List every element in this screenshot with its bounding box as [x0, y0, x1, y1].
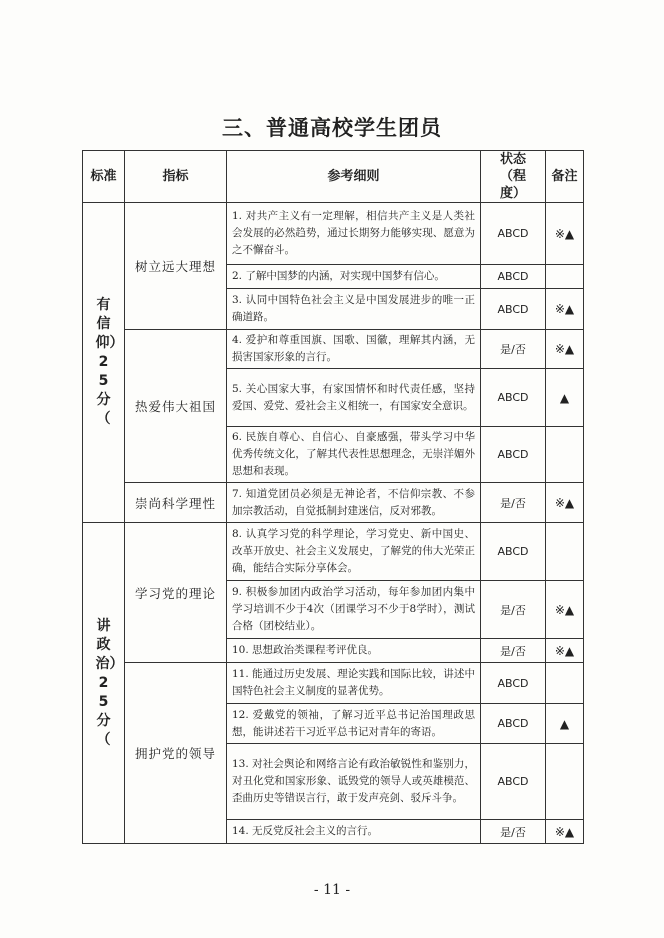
header-standard: 标准 [83, 151, 125, 203]
indicator-cell: 热爱伟大祖国 [125, 330, 227, 483]
status-cell: ABCD [481, 203, 546, 265]
detail-cell: 4. 爱护和尊重国旗、国歌、国徽，理解其内涵，无损害国家形象的言行。 [227, 330, 481, 369]
standard-label: 讲政治）25分（ [95, 617, 124, 748]
remark-cell: ※▲ [546, 330, 584, 369]
header-status-label: 状态（程度） [499, 152, 526, 201]
detail-cell: 14. 无反党反社会主义的言行。 [227, 820, 481, 844]
remark-cell [546, 265, 584, 289]
status-cell: ABCD [481, 427, 546, 483]
remark-cell: ※▲ [546, 289, 584, 330]
header-details: 参考细则 [227, 151, 481, 203]
status-cell: 是/否 [481, 581, 546, 639]
detail-cell: 12. 爱戴党的领袖，了解习近平总书记治国理政思想，能讲述若干习近平总书记对青年的寄语。 [227, 704, 481, 744]
status-cell: ABCD [481, 369, 546, 427]
remark-cell: ▲ [546, 369, 584, 427]
remark-cell: ※▲ [546, 203, 584, 265]
standard-cell [83, 203, 125, 523]
table-row [83, 523, 584, 581]
status-cell: 是/否 [481, 483, 546, 523]
page-number: - 11 - [313, 882, 351, 898]
status-cell: ABCD [481, 289, 546, 330]
detail-cell: 5. 关心国家大事，有家国情怀和时代责任感，坚持爱国、爱党、爱社会主义相统一，有国家安全意识。 [227, 369, 481, 427]
detail-cell: 13. 对社会舆论和网络言论有政治敏锐性和鉴别力，对丑化党和国家形象、诋毁党的领导人或英雄模范、歪曲历史等错误言行，敢于发声亮剑、驳斥斗争。 [227, 744, 481, 820]
table-header-row [83, 151, 584, 203]
status-cell: 是/否 [481, 820, 546, 844]
standard-cell [83, 523, 125, 844]
table-row [83, 663, 584, 704]
section-title: 三、普通高校学生团员 [222, 116, 442, 140]
remark-cell [546, 523, 584, 581]
remark-cell [546, 663, 584, 704]
indicator-cell: 拥护党的领导 [125, 663, 227, 844]
remark-cell: ※▲ [546, 581, 584, 639]
remark-cell: ※▲ [546, 639, 584, 663]
detail-cell: 3. 认同中国特色社会主义是中国发展进步的唯一正确道路。 [227, 289, 481, 330]
standard-label: 有信仰）25分（ [95, 297, 124, 427]
detail-cell: 1. 对共产主义有一定理解，相信共产主义是人类社会发展的必然趋势，通过长期努力能够实现、愿意为之不懈奋斗。 [227, 203, 481, 265]
status-cell: 是/否 [481, 330, 546, 369]
evaluation-table [82, 150, 584, 844]
header-remark: 备注 [546, 151, 584, 203]
detail-cell: 2. 了解中国梦的内涵，对实现中国梦有信心。 [227, 265, 481, 289]
remark-cell: ▲ [546, 704, 584, 744]
status-cell: ABCD [481, 265, 546, 289]
detail-cell: 6. 民族自尊心、自信心、自豪感强，带头学习中华优秀传统文化，了解其代表性思想理念，无崇洋媚外思想和表现。 [227, 427, 481, 483]
remark-cell [546, 744, 584, 820]
detail-cell: 9. 积极参加团内政治学习活动，每年参加团内集中学习培训不少于4次（团课学习不少于8学时），测试合格（团校结业）。 [227, 581, 481, 639]
detail-cell: 7. 知道党团员必须是无神论者，不信仰宗教、不参加宗教活动，自觉抵制封建迷信，反对邪教。 [227, 483, 481, 523]
indicator-cell: 学习党的理论 [125, 523, 227, 663]
status-cell: ABCD [481, 523, 546, 581]
detail-cell: 8. 认真学习党的科学理论，学习党史、新中国史、改革开放史、社会主义发展史，了解党的伟大光荣正确，能结合实际分享体会。 [227, 523, 481, 581]
status-cell: 是/否 [481, 639, 546, 663]
status-cell: ABCD [481, 663, 546, 704]
header-status [481, 151, 546, 203]
status-cell: ABCD [481, 704, 546, 744]
table-row [83, 330, 584, 369]
remark-cell [546, 427, 584, 483]
indicator-cell: 树立远大理想 [125, 203, 227, 330]
remark-cell: ※▲ [546, 820, 584, 844]
detail-cell: 11. 能通过历史发展、理论实践和国际比较，讲述中国特色社会主义制度的显著优势。 [227, 663, 481, 704]
header-indicator: 指标 [125, 151, 227, 203]
table-row [83, 483, 584, 523]
status-cell: ABCD [481, 744, 546, 820]
remark-cell: ※▲ [546, 483, 584, 523]
table-row [83, 203, 584, 265]
detail-cell: 10. 思想政治类课程考评优良。 [227, 639, 481, 663]
indicator-cell: 崇尚科学理性 [125, 483, 227, 523]
